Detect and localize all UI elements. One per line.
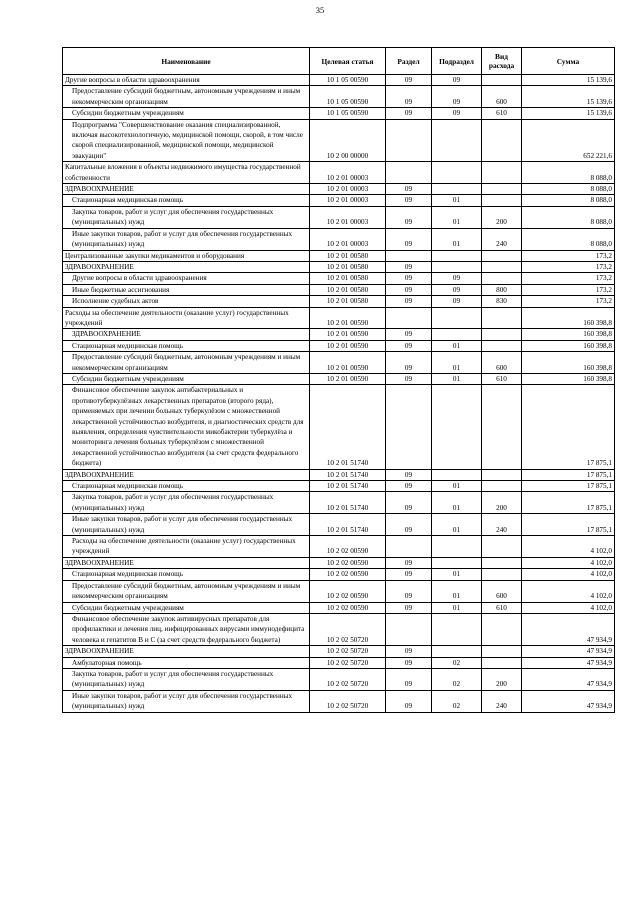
cell-expense-type bbox=[482, 162, 522, 184]
cell-subsection bbox=[432, 385, 482, 469]
cell-amount: 8 088,0 bbox=[522, 228, 615, 250]
cell-section: 09 bbox=[386, 228, 432, 250]
cell-target: 10 2 01 51740 bbox=[310, 481, 386, 492]
cell-name: Централизованные закупки медикаментов и оборудования bbox=[63, 250, 310, 261]
cell-subsection: 09 bbox=[432, 108, 482, 119]
cell-name: Закупка товаров, работ и услуг для обеспечения государственных (муниципальных) нужд bbox=[63, 492, 310, 514]
cell-subsection: 01 bbox=[432, 514, 482, 536]
cell-amount: 47 934,9 bbox=[522, 657, 615, 668]
cell-expense-type bbox=[482, 657, 522, 668]
cell-name: Исполнение судебных актов bbox=[63, 296, 310, 307]
cell-section: 09 bbox=[386, 352, 432, 374]
cell-target: 10 2 00 00000 bbox=[310, 119, 386, 162]
cell-section: 09 bbox=[386, 108, 432, 119]
cell-amount: 160 398,8 bbox=[522, 329, 615, 340]
cell-section: 09 bbox=[386, 195, 432, 206]
cell-target: 10 2 01 00590 bbox=[310, 307, 386, 329]
cell-amount: 8 088,0 bbox=[522, 206, 615, 228]
cell-section bbox=[386, 536, 432, 558]
cell-target: 10 2 02 00590 bbox=[310, 569, 386, 580]
table-row bbox=[63, 162, 615, 184]
cell-section: 09 bbox=[386, 86, 432, 108]
cell-subsection bbox=[432, 250, 482, 261]
cell-name: Предоставление субсидий бюджетным, автономным учреждениям и иным некоммерческим организациям bbox=[63, 352, 310, 374]
table-row bbox=[63, 228, 615, 250]
cell-expense-type bbox=[482, 536, 522, 558]
cell-expense-type bbox=[482, 569, 522, 580]
cell-target: 10 2 02 00590 bbox=[310, 580, 386, 602]
cell-amount: 160 398,8 bbox=[522, 373, 615, 384]
cell-name: ЗДРАВООХРАНЕНИЕ bbox=[63, 184, 310, 195]
cell-amount: 17 875,1 bbox=[522, 385, 615, 469]
cell-amount: 15 139,6 bbox=[522, 75, 615, 86]
cell-expense-type: 200 bbox=[482, 668, 522, 690]
table-row bbox=[63, 492, 615, 514]
cell-expense-type bbox=[482, 261, 522, 272]
table-row bbox=[63, 296, 615, 307]
cell-amount: 17 875,1 bbox=[522, 481, 615, 492]
table-row bbox=[63, 481, 615, 492]
cell-subsection: 09 bbox=[432, 273, 482, 284]
cell-section: 09 bbox=[386, 296, 432, 307]
cell-name: Стационарная медицинская помощь bbox=[63, 340, 310, 351]
cell-expense-type bbox=[482, 385, 522, 469]
cell-subsection: 09 bbox=[432, 75, 482, 86]
cell-name: Предоставление субсидий бюджетным, автономным учреждениям и иным некоммерческим организациям bbox=[63, 580, 310, 602]
cell-amount: 4 102,0 bbox=[522, 569, 615, 580]
table-row bbox=[63, 307, 615, 329]
cell-expense-type bbox=[482, 75, 522, 86]
cell-expense-type bbox=[482, 329, 522, 340]
cell-amount: 47 934,9 bbox=[522, 668, 615, 690]
cell-section bbox=[386, 250, 432, 261]
table-row bbox=[63, 613, 615, 645]
cell-section: 09 bbox=[386, 580, 432, 602]
cell-section: 09 bbox=[386, 569, 432, 580]
cell-section: 09 bbox=[386, 690, 432, 712]
cell-subsection: 01 bbox=[432, 228, 482, 250]
header-expense-type: Вид расхода bbox=[482, 48, 522, 75]
cell-section: 09 bbox=[386, 481, 432, 492]
cell-expense-type: 240 bbox=[482, 514, 522, 536]
cell-subsection bbox=[432, 184, 482, 195]
table-body bbox=[63, 75, 615, 713]
cell-amount: 15 139,6 bbox=[522, 108, 615, 119]
cell-subsection bbox=[432, 119, 482, 162]
table-row bbox=[63, 469, 615, 480]
cell-expense-type bbox=[482, 184, 522, 195]
table-row bbox=[63, 668, 615, 690]
cell-expense-type: 600 bbox=[482, 580, 522, 602]
cell-section: 09 bbox=[386, 514, 432, 536]
cell-expense-type bbox=[482, 557, 522, 568]
table-row bbox=[63, 340, 615, 351]
table-row bbox=[63, 690, 615, 712]
cell-subsection: 02 bbox=[432, 657, 482, 668]
table-row bbox=[63, 385, 615, 469]
table-row bbox=[63, 352, 615, 374]
cell-name: ЗДРАВООХРАНЕНИЕ bbox=[63, 329, 310, 340]
cell-subsection: 01 bbox=[432, 373, 482, 384]
cell-section: 09 bbox=[386, 284, 432, 295]
cell-subsection: 01 bbox=[432, 195, 482, 206]
cell-amount: 173,2 bbox=[522, 261, 615, 272]
cell-section bbox=[386, 119, 432, 162]
cell-section: 09 bbox=[386, 340, 432, 351]
cell-subsection: 01 bbox=[432, 580, 482, 602]
cell-expense-type: 200 bbox=[482, 206, 522, 228]
cell-expense-type bbox=[482, 613, 522, 645]
cell-subsection: 01 bbox=[432, 492, 482, 514]
cell-expense-type bbox=[482, 250, 522, 261]
cell-target: 10 2 01 00003 bbox=[310, 195, 386, 206]
cell-name: Закупка товаров, работ и услуг для обеспечения государственных (муниципальных) нужд bbox=[63, 206, 310, 228]
cell-expense-type: 610 bbox=[482, 602, 522, 613]
cell-amount: 8 088,0 bbox=[522, 195, 615, 206]
cell-expense-type: 200 bbox=[482, 492, 522, 514]
cell-expense-type bbox=[482, 119, 522, 162]
cell-expense-type bbox=[482, 469, 522, 480]
cell-amount: 47 934,9 bbox=[522, 646, 615, 657]
cell-name: Иные закупки товаров, работ и услуг для обеспечения государственных (муниципальных) нужд bbox=[63, 228, 310, 250]
cell-section: 09 bbox=[386, 75, 432, 86]
cell-name: Амбулаторная помощь bbox=[63, 657, 310, 668]
table-row bbox=[63, 250, 615, 261]
cell-section: 09 bbox=[386, 668, 432, 690]
cell-subsection: 09 bbox=[432, 284, 482, 295]
cell-target: 10 2 01 00590 bbox=[310, 373, 386, 384]
cell-expense-type bbox=[482, 340, 522, 351]
cell-amount: 17 875,1 bbox=[522, 469, 615, 480]
cell-name: Капитальные вложения в объекты недвижимого имущества государственной собственности bbox=[63, 162, 310, 184]
cell-amount: 4 102,0 bbox=[522, 557, 615, 568]
cell-amount: 160 398,8 bbox=[522, 307, 615, 329]
header-section: Раздел bbox=[386, 48, 432, 75]
cell-subsection bbox=[432, 557, 482, 568]
cell-amount: 160 398,8 bbox=[522, 340, 615, 351]
header-name: Наименование bbox=[63, 48, 310, 75]
table-row bbox=[63, 119, 615, 162]
table-row bbox=[63, 646, 615, 657]
cell-expense-type bbox=[482, 481, 522, 492]
cell-subsection bbox=[432, 536, 482, 558]
cell-name: Стационарная медицинская помощь bbox=[63, 195, 310, 206]
cell-expense-type: 800 bbox=[482, 284, 522, 295]
table-header-row bbox=[63, 48, 615, 75]
table-row bbox=[63, 602, 615, 613]
table-row bbox=[63, 184, 615, 195]
cell-section: 09 bbox=[386, 206, 432, 228]
cell-target: 10 2 01 51740 bbox=[310, 469, 386, 480]
table-row bbox=[63, 557, 615, 568]
cell-section: 09 bbox=[386, 657, 432, 668]
cell-name: Иные бюджетные ассигнования bbox=[63, 284, 310, 295]
cell-name: ЗДРАВООХРАНЕНИЕ bbox=[63, 646, 310, 657]
cell-name: Расходы на обеспечение деятельности (оказание услуг) государственных учреждений bbox=[63, 307, 310, 329]
cell-amount: 4 102,0 bbox=[522, 602, 615, 613]
cell-amount: 173,2 bbox=[522, 296, 615, 307]
table-row bbox=[63, 75, 615, 86]
cell-subsection bbox=[432, 613, 482, 645]
cell-target: 10 2 01 51740 bbox=[310, 492, 386, 514]
budget-table bbox=[62, 47, 615, 713]
cell-target: 10 1 05 00590 bbox=[310, 86, 386, 108]
table-row bbox=[63, 329, 615, 340]
cell-target: 10 2 01 00580 bbox=[310, 250, 386, 261]
cell-name: Стационарная медицинская помощь bbox=[63, 569, 310, 580]
cell-amount: 15 139,6 bbox=[522, 86, 615, 108]
cell-section: 09 bbox=[386, 469, 432, 480]
cell-name: Другие вопросы в области здравоохранения bbox=[63, 273, 310, 284]
cell-name: Закупка товаров, работ и услуг для обеспечения государственных (муниципальных) нужд bbox=[63, 668, 310, 690]
cell-amount: 17 875,1 bbox=[522, 514, 615, 536]
cell-amount: 173,2 bbox=[522, 273, 615, 284]
cell-name: ЗДРАВООХРАНЕНИЕ bbox=[63, 261, 310, 272]
cell-expense-type: 240 bbox=[482, 228, 522, 250]
cell-target: 10 1 05 00590 bbox=[310, 75, 386, 86]
cell-name: Субсидии бюджетным учреждениям bbox=[63, 373, 310, 384]
cell-target: 10 2 01 00590 bbox=[310, 329, 386, 340]
cell-subsection bbox=[432, 329, 482, 340]
cell-expense-type bbox=[482, 195, 522, 206]
cell-name: ЗДРАВООХРАНЕНИЕ bbox=[63, 557, 310, 568]
cell-subsection bbox=[432, 646, 482, 657]
cell-name: Субсидии бюджетным учреждениям bbox=[63, 602, 310, 613]
cell-target: 10 2 02 50720 bbox=[310, 646, 386, 657]
cell-name: Иные закупки товаров, работ и услуг для обеспечения государственных (муниципальных) нужд bbox=[63, 690, 310, 712]
cell-amount: 160 398,8 bbox=[522, 352, 615, 374]
table-row bbox=[63, 514, 615, 536]
cell-subsection: 02 bbox=[432, 690, 482, 712]
cell-target: 10 2 02 00590 bbox=[310, 557, 386, 568]
cell-subsection bbox=[432, 469, 482, 480]
cell-subsection bbox=[432, 162, 482, 184]
table-row bbox=[63, 536, 615, 558]
cell-name: Стационарная медицинская помощь bbox=[63, 481, 310, 492]
cell-subsection bbox=[432, 261, 482, 272]
cell-name: ЗДРАВООХРАНЕНИЕ bbox=[63, 469, 310, 480]
cell-section: 09 bbox=[386, 329, 432, 340]
cell-name: Другие вопросы в области здравоохранения bbox=[63, 75, 310, 86]
header-amount: Сумма bbox=[522, 48, 615, 75]
table-row bbox=[63, 273, 615, 284]
cell-expense-type: 600 bbox=[482, 86, 522, 108]
cell-section: 09 bbox=[386, 261, 432, 272]
cell-target: 10 2 01 00003 bbox=[310, 162, 386, 184]
cell-amount: 8 088,0 bbox=[522, 184, 615, 195]
table-row bbox=[63, 206, 615, 228]
cell-target: 10 2 02 50720 bbox=[310, 668, 386, 690]
cell-subsection: 01 bbox=[432, 481, 482, 492]
table-row bbox=[63, 373, 615, 384]
cell-subsection: 01 bbox=[432, 569, 482, 580]
cell-amount: 652 221,6 bbox=[522, 119, 615, 162]
cell-section: 09 bbox=[386, 184, 432, 195]
cell-section bbox=[386, 307, 432, 329]
cell-subsection: 01 bbox=[432, 340, 482, 351]
cell-expense-type bbox=[482, 646, 522, 657]
cell-subsection: 01 bbox=[432, 602, 482, 613]
cell-subsection: 09 bbox=[432, 86, 482, 108]
cell-section bbox=[386, 613, 432, 645]
header-subsection: Подраздел bbox=[432, 48, 482, 75]
cell-target: 10 1 05 00590 bbox=[310, 108, 386, 119]
cell-amount: 47 934,9 bbox=[522, 613, 615, 645]
cell-target: 10 2 02 50720 bbox=[310, 690, 386, 712]
cell-target: 10 2 01 00590 bbox=[310, 352, 386, 374]
cell-target: 10 2 01 00580 bbox=[310, 261, 386, 272]
cell-target: 10 2 01 00580 bbox=[310, 296, 386, 307]
cell-target: 10 2 01 00590 bbox=[310, 340, 386, 351]
cell-target: 10 2 02 50720 bbox=[310, 613, 386, 645]
cell-target: 10 2 01 00003 bbox=[310, 228, 386, 250]
cell-subsection bbox=[432, 307, 482, 329]
table-row bbox=[63, 657, 615, 668]
cell-section: 09 bbox=[386, 373, 432, 384]
table-row bbox=[63, 261, 615, 272]
cell-expense-type: 830 bbox=[482, 296, 522, 307]
cell-expense-type: 610 bbox=[482, 373, 522, 384]
cell-subsection: 02 bbox=[432, 668, 482, 690]
cell-target: 10 2 01 51740 bbox=[310, 514, 386, 536]
header-target: Целевая статья bbox=[310, 48, 386, 75]
cell-amount: 4 102,0 bbox=[522, 580, 615, 602]
table-row bbox=[63, 284, 615, 295]
cell-section: 09 bbox=[386, 602, 432, 613]
cell-subsection: 01 bbox=[432, 206, 482, 228]
page-number: 35 bbox=[315, 5, 325, 15]
cell-amount: 17 875,1 bbox=[522, 492, 615, 514]
cell-name: Субсидии бюджетным учреждениям bbox=[63, 108, 310, 119]
cell-amount: 8 088,0 bbox=[522, 162, 615, 184]
cell-expense-type: 600 bbox=[482, 352, 522, 374]
cell-name: Финансовое обеспечение закупок антивирусных препаратов для профилактики и лечения лиц, инфицированных вирусами иммунодефицита человека и гепатитов В и С (за счет средств федерального бюджета) bbox=[63, 613, 310, 645]
cell-target: 10 2 01 00580 bbox=[310, 284, 386, 295]
table-row bbox=[63, 108, 615, 119]
cell-expense-type bbox=[482, 307, 522, 329]
cell-name: Подпрограмма "Совершенствование оказания специализированной, включая высокотехнологичную, медицинской помощи, скорой, в том числе скорой специализированной, медицинской помощи, медицинской эвакуации" bbox=[63, 119, 310, 162]
cell-name: Иные закупки товаров, работ и услуг для обеспечения государственных (муниципальных) нужд bbox=[63, 514, 310, 536]
cell-amount: 173,2 bbox=[522, 284, 615, 295]
cell-target: 10 2 02 00590 bbox=[310, 536, 386, 558]
table-row bbox=[63, 580, 615, 602]
cell-amount: 173,2 bbox=[522, 250, 615, 261]
cell-expense-type: 610 bbox=[482, 108, 522, 119]
cell-name: Финансовое обеспечение закупок антибактериальных и противотуберкулёзных лекарственных препаратов (второго ряда), применяемых при лечении больных туберкулёзом с множественной лекарственной устойчивостью возбудителя, и диагностических средств для выявления, определения чувствительности микобактерии туберкулёза и мониторинга лечения больных туберкулёзом с множественной лекарственной устойчивостью возбудителя (за счет средств федерального бюджета) bbox=[63, 385, 310, 469]
cell-target: 10 2 02 50720 bbox=[310, 657, 386, 668]
cell-expense-type bbox=[482, 273, 522, 284]
table-row bbox=[63, 195, 615, 206]
cell-amount: 47 934,9 bbox=[522, 690, 615, 712]
cell-name: Расходы на обеспечение деятельности (оказание услуг) государственных учреждений bbox=[63, 536, 310, 558]
cell-target: 10 2 01 00580 bbox=[310, 273, 386, 284]
cell-section: 09 bbox=[386, 273, 432, 284]
cell-section bbox=[386, 385, 432, 469]
cell-section bbox=[386, 162, 432, 184]
cell-target: 10 2 02 00590 bbox=[310, 602, 386, 613]
cell-section: 09 bbox=[386, 557, 432, 568]
cell-target: 10 2 01 00003 bbox=[310, 184, 386, 195]
cell-name: Предоставление субсидий бюджетным, автономным учреждениям и иным некоммерческим организациям bbox=[63, 86, 310, 108]
cell-expense-type: 240 bbox=[482, 690, 522, 712]
table-row bbox=[63, 86, 615, 108]
table-row bbox=[63, 569, 615, 580]
cell-subsection: 01 bbox=[432, 352, 482, 374]
cell-amount: 4 102,0 bbox=[522, 536, 615, 558]
cell-target: 10 2 01 51740 bbox=[310, 385, 386, 469]
cell-target: 10 2 01 00003 bbox=[310, 206, 386, 228]
cell-subsection: 09 bbox=[432, 296, 482, 307]
cell-section: 09 bbox=[386, 492, 432, 514]
cell-section: 09 bbox=[386, 646, 432, 657]
